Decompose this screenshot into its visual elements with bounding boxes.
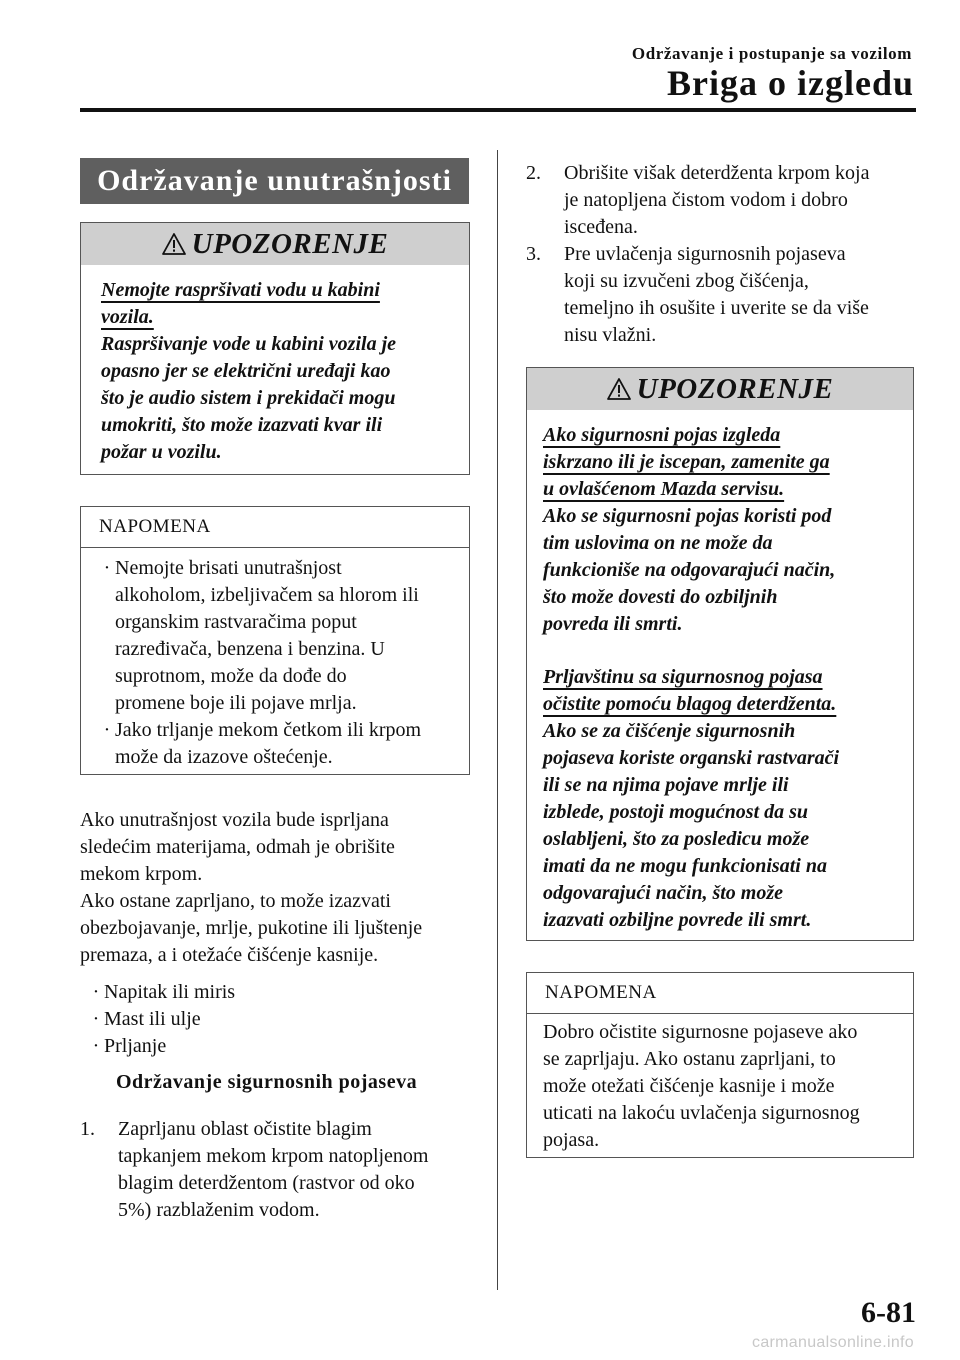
warning-line: oslabljeni, što za posledicu može xyxy=(543,828,810,850)
section-banner: Održavanje unutrašnjosti xyxy=(80,158,469,204)
step-number: 3. xyxy=(526,243,541,265)
substance-list xyxy=(88,979,468,1060)
warning-line: požar u vozilu. xyxy=(101,441,222,463)
warning-line: funkcioniše na odgovarajući način, xyxy=(543,559,836,581)
warning-triangle-icon xyxy=(607,378,631,400)
warning-title: UPOZORENJE xyxy=(191,227,389,260)
bullet-dot: · xyxy=(103,719,111,741)
warning-title: UPOZORENJE xyxy=(636,372,834,405)
note-box-cleaning xyxy=(80,506,470,775)
warning-line: opasno jer se električni uređaji kao xyxy=(101,360,391,382)
warning-underlined-line: u ovlašćenom Mazda servisu. xyxy=(543,478,785,500)
warning-line: odgovarajući način, što može xyxy=(543,882,784,904)
list-item: · Mast ili ulje xyxy=(92,1008,201,1030)
warning-box-seatbelt xyxy=(526,367,914,941)
body-paragraph: Ako unutrašnjost vozila bude isprljana sledećim materijama, odmah je obrišite mekom krpom. Ako ostane zaprljano, to može izazvati obezbojavanje, mrlje, pukotine ili ljuštenje premaza, a i otežaće čišćenje kasnije. xyxy=(80,809,423,966)
list-item: · Prljanje xyxy=(92,1035,167,1057)
step-1: 1. Zaprljanu oblast očistite blagim tapkanjem mekom krpom natopljenom blagim deterdžentom (rastvor od oko 5%) razblaženim vodom. xyxy=(80,1116,480,1224)
warning-underlined-line: iskrzano ili je iscepan, zamenite ga xyxy=(543,451,830,473)
warning-line: pojaseva koriste organski rastvarači xyxy=(543,747,840,769)
warning-header xyxy=(527,368,913,410)
warning-line: izazvati ozbiljne povrede ili smrt. xyxy=(543,909,812,931)
warning-line: imati da ne mogu funkcionisati na xyxy=(543,855,827,877)
header-rule xyxy=(80,108,916,112)
note-header: NAPOMENA xyxy=(81,507,469,548)
warning-line: povreda ili smrti. xyxy=(543,613,683,635)
step-2: 2. Obrišite višak deterdženta krpom koja je natopljena čistom vodom i dobro iscеđena. xyxy=(526,160,926,241)
list-item: · Napitak ili miris xyxy=(92,981,236,1003)
subheading: Održavanje sigurnosnih pojaseva xyxy=(116,1071,418,1093)
warning-underlined-line: očistite pomoću blagog deterdženta. xyxy=(543,693,837,715)
note-bullet-item: · Jako trljanje mekom četkom ili krpom može da izazove oštećenje. xyxy=(99,717,459,771)
running-header-title: Briga o izgledu xyxy=(667,63,914,103)
warning-box-water xyxy=(80,222,470,475)
warning-line: izblede, postoji mogućnost da su xyxy=(543,801,809,823)
warning-line: Raspršivanje vode u kabini vozila je xyxy=(101,333,396,355)
warning-underlined-line: Nemojte raspršivati vodu u kabini xyxy=(101,279,380,301)
warning-underlined-line: vozila. xyxy=(101,306,154,328)
page-number: 6-81 xyxy=(861,1296,916,1329)
note-bullet-item: · Nemojte brisati unutrašnjost alkoholom, izbeljivačem sa hlorom ili organskim rastvaračima poput razređivača, benzena i benzina. U suprotnom, može da dođe do promene boje ili pojave mrlja. xyxy=(99,555,459,717)
warning-line: Ako se sigurnosni pojas koristi pod xyxy=(543,505,832,527)
step-number: 1. xyxy=(80,1118,95,1140)
warning-line: što može dovesti do ozbiljnih xyxy=(543,586,778,608)
warning-line: što je audio sistem i prekidači mogu xyxy=(101,387,396,409)
watermark: carmanualsonline.info xyxy=(752,1334,914,1351)
warning-line: ili se na njima pojave mrlje ili xyxy=(543,774,789,796)
step-number: 2. xyxy=(526,162,541,184)
warning-line: umokriti, što može izazvati kvar ili xyxy=(101,414,383,436)
warning-header xyxy=(81,223,469,265)
warning-triangle-icon xyxy=(162,233,186,255)
warning-line: Ako se za čišćenje sigurnosnih xyxy=(543,720,796,742)
bullet-dot: · xyxy=(103,557,111,579)
column-divider xyxy=(497,150,498,1290)
warning-line: tim uslovima on ne može da xyxy=(543,532,773,554)
warning-underlined-line: Ako sigurnosni pojas izgleda xyxy=(543,424,781,446)
note-header: NAPOMENA xyxy=(527,973,913,1014)
step-3: 3. Pre uvlačenja sigurnosnih pojaseva koji su izvučeni zbog čišćenja, temeljno ih osušite i uverite se da više nisu vlažni. xyxy=(526,241,926,349)
note-box-seatbelt: NAPOMENA Dobro očistite sigurnosne pojaseve ako se zaprljaju. Ako ostanu zaprljani, to može otežati čišćenje kasnije i može uticati na lakoću uvlačenja sigurnosnog pojasa. xyxy=(526,972,914,1158)
running-header-section: Održavanje i postupanje sa vozilom xyxy=(631,44,912,63)
warning-underlined-line: Prljavštinu sa sigurnosnog pojasa xyxy=(543,666,823,688)
